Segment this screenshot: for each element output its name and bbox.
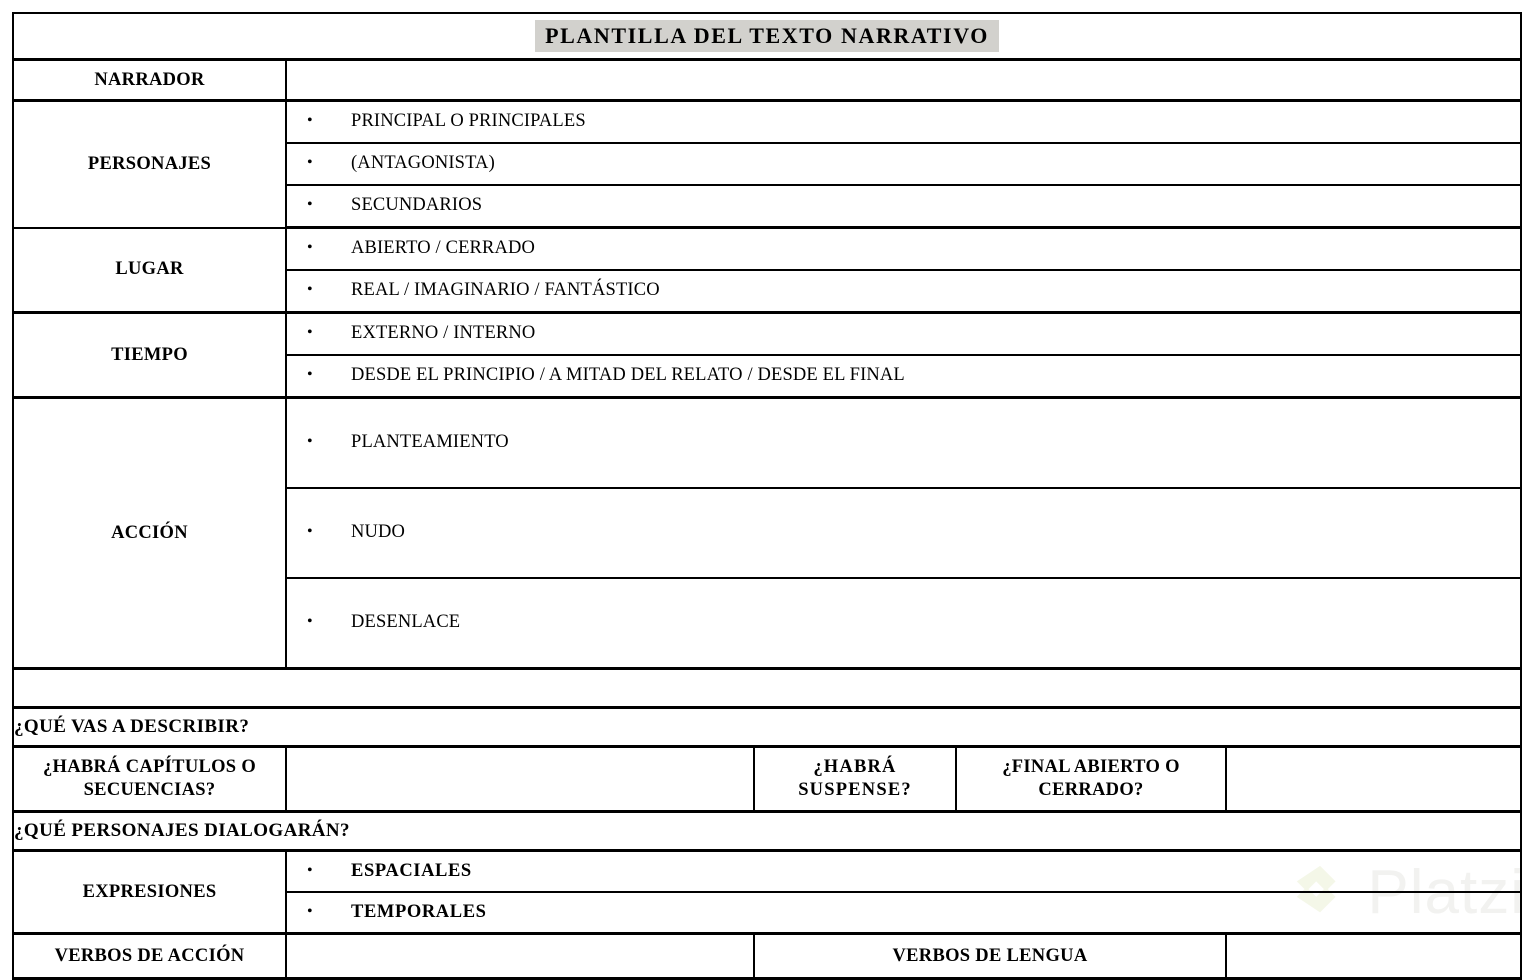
label-que-vas-a-describir: ¿QUÉ VAS A DESCRIBIR? bbox=[13, 708, 1521, 747]
field-habra-capitulos[interactable] bbox=[286, 747, 754, 812]
page-title: PLANTILLA DEL TEXTO NARRATIVO bbox=[535, 20, 999, 53]
item-label: ABIERTO / CERRADO bbox=[351, 238, 536, 259]
label-lugar: LUGAR bbox=[13, 228, 286, 313]
title-row bbox=[13, 13, 1521, 60]
item-accion-planteamiento[interactable] bbox=[286, 398, 1521, 489]
item-tiempo-externo-interno[interactable] bbox=[286, 313, 1521, 356]
item-label: ESPACIALES bbox=[351, 860, 472, 881]
item-label: (ANTAGONISTA) bbox=[351, 153, 495, 174]
item-personajes-secundarios[interactable] bbox=[286, 185, 1521, 228]
item-expresiones-temporales[interactable] bbox=[286, 892, 1521, 934]
bullet-icon: • bbox=[307, 196, 313, 214]
narrative-template-table bbox=[12, 12, 1522, 980]
row-personajes-1 bbox=[13, 101, 1521, 144]
row-tiempo-1 bbox=[13, 313, 1521, 356]
item-label: SECUNDARIOS bbox=[351, 195, 483, 216]
item-label: PLANTEAMIENTO bbox=[351, 432, 509, 453]
bullet-icon: • bbox=[307, 861, 313, 879]
item-label: TEMPORALES bbox=[351, 901, 487, 922]
document-title-cell bbox=[13, 13, 1521, 60]
item-accion-desenlace[interactable] bbox=[286, 578, 1521, 669]
bullet-icon: • bbox=[307, 433, 313, 451]
bullet-icon: • bbox=[307, 154, 313, 172]
label-que-personajes-dialogaran: ¿QUÉ PERSONAJES DIALOGARÁN? bbox=[13, 812, 1521, 851]
bullet-icon: • bbox=[307, 239, 313, 257]
item-label: REAL / IMAGINARIO / FANTÁSTICO bbox=[351, 280, 660, 301]
row-que-vas-a-describir bbox=[13, 708, 1521, 747]
label-verbos-de-accion: VERBOS DE ACCIÓN bbox=[13, 934, 286, 979]
label-narrador: NARRADOR bbox=[13, 60, 286, 101]
platzi-watermark-text: Platzi bbox=[1367, 858, 1525, 927]
spacer-cell bbox=[13, 669, 1521, 708]
item-tiempo-desde-principio[interactable] bbox=[286, 355, 1521, 398]
row-spacer bbox=[13, 669, 1521, 708]
label-verbos-de-lengua: VERBOS DE LENGUA bbox=[754, 934, 1226, 979]
label-accion: ACCIÓN bbox=[13, 398, 286, 669]
label-personajes: PERSONAJES bbox=[13, 101, 286, 228]
row-preguntas bbox=[13, 747, 1521, 812]
item-expresiones-espaciales[interactable] bbox=[286, 851, 1521, 893]
field-verbos-de-lengua[interactable] bbox=[1226, 934, 1521, 979]
bullet-icon: • bbox=[307, 523, 313, 541]
field-narrador[interactable] bbox=[286, 60, 1521, 101]
item-personajes-principal[interactable] bbox=[286, 101, 1521, 144]
row-expresiones-1 bbox=[13, 851, 1521, 893]
bullet-icon: • bbox=[307, 281, 313, 299]
item-label: DESDE EL PRINCIPIO / A MITAD DEL RELATO / DESDE EL FINAL bbox=[351, 365, 905, 386]
bullet-icon: • bbox=[307, 613, 313, 631]
row-accion-1 bbox=[13, 398, 1521, 489]
item-personajes-antagonista[interactable] bbox=[286, 143, 1521, 185]
field-verbos-de-accion[interactable] bbox=[286, 934, 754, 979]
label-tiempo: TIEMPO bbox=[13, 313, 286, 398]
item-accion-nudo[interactable] bbox=[286, 488, 1521, 578]
bullet-icon: • bbox=[307, 902, 313, 920]
label-habra-capitulos: ¿HABRÁ CAPÍTULOS O SECUENCIAS? bbox=[13, 747, 286, 812]
row-narrador bbox=[13, 60, 1521, 101]
label-final-abierto-cerrado: ¿FINAL ABIERTO O CERRADO? bbox=[956, 747, 1226, 812]
row-que-personajes-dialogaran bbox=[13, 812, 1521, 851]
bullet-icon: • bbox=[307, 366, 313, 384]
item-lugar-abierto-cerrado[interactable] bbox=[286, 228, 1521, 271]
row-lugar-1 bbox=[13, 228, 1521, 271]
item-label: PRINCIPAL O PRINCIPALES bbox=[351, 111, 586, 132]
narrative-text-template-sheet bbox=[12, 12, 1520, 980]
item-label: DESENLACE bbox=[351, 612, 461, 633]
item-label: EXTERNO / INTERNO bbox=[351, 323, 536, 344]
row-verbos bbox=[13, 934, 1521, 979]
bullet-icon: • bbox=[307, 324, 313, 342]
item-label: NUDO bbox=[351, 522, 406, 543]
field-final-abierto-cerrado[interactable] bbox=[1226, 747, 1521, 812]
bullet-icon: • bbox=[307, 112, 313, 130]
item-lugar-real-imaginario[interactable] bbox=[286, 270, 1521, 313]
label-habra-suspense: ¿HABRÁ SUSPENSE? bbox=[754, 747, 956, 812]
label-expresiones: EXPRESIONES bbox=[13, 851, 286, 934]
